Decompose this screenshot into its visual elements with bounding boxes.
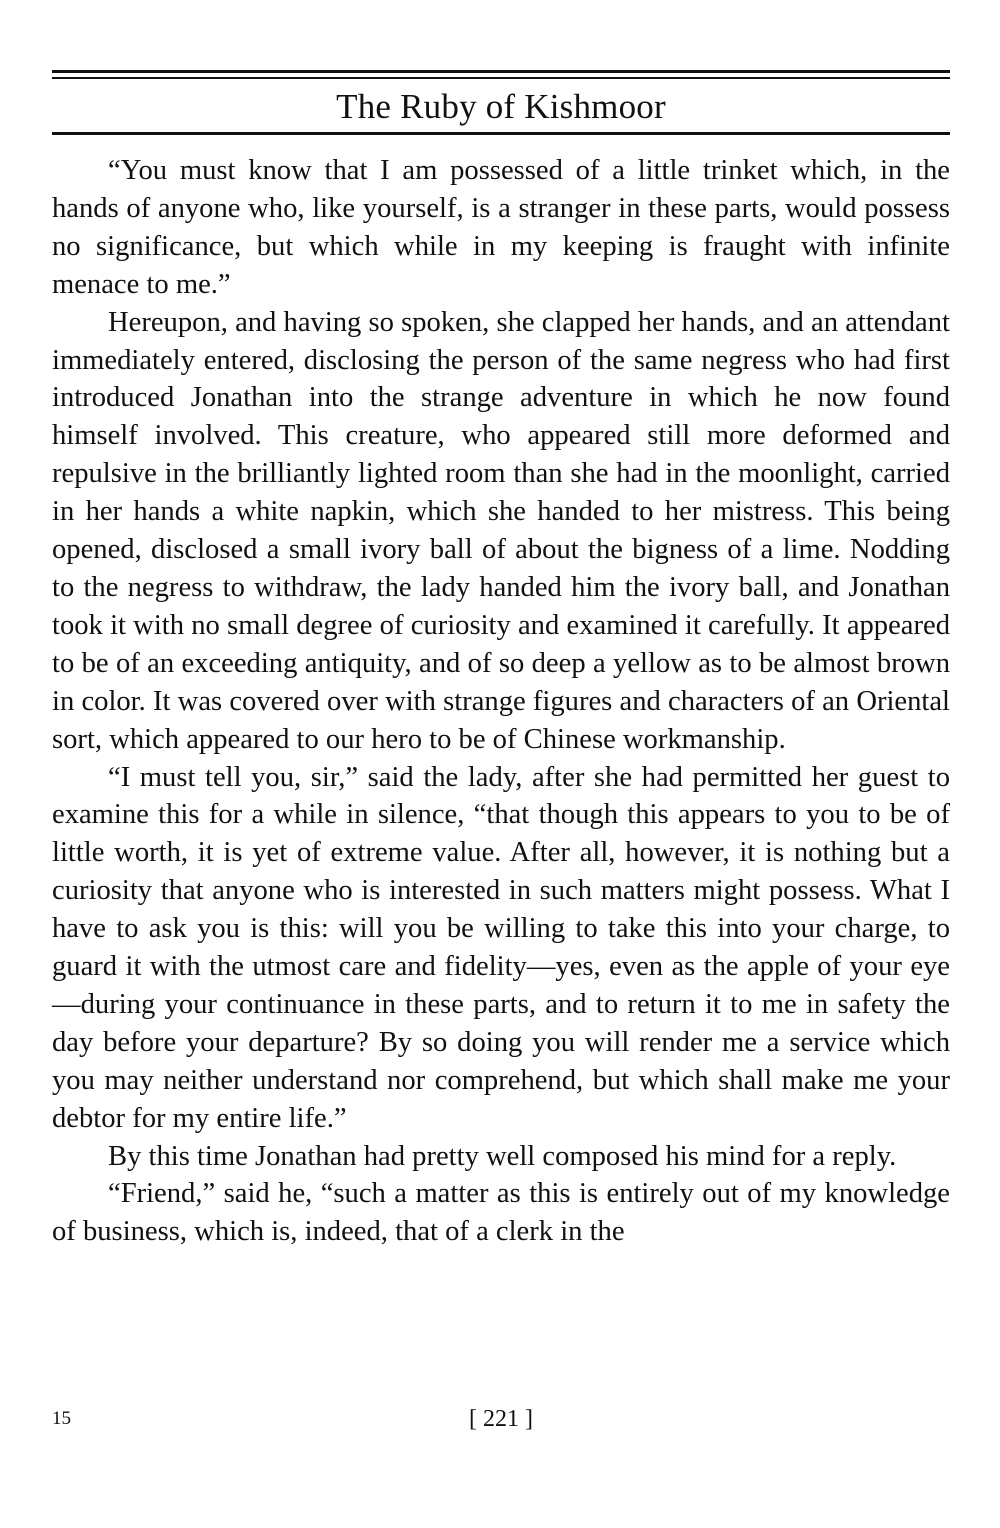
paragraph: By this time Jonathan had pretty well composed his mind for a reply. [108,1140,897,1172]
header-double-rule-second [52,77,950,79]
header-double-rule-top [52,70,950,73]
header-rule-bottom [52,132,950,135]
page-footer [52,1402,950,1436]
signature-mark: 15 [52,1408,71,1429]
book-page [52,0,950,1528]
running-title: The Ruby of Kishmoor [336,87,666,126]
paragraph: Hereupon, and having so spoken, she clapped her hands, and an attendant immediately entered, disclosing the person of the same negress who had first introduced Jonathan into the strange adventure in which he now found himself involved. This creature, who appeared still more deformed and repulsive in the brilliantly lighted room than she had in the moonlight, carried in her hands a white napkin, which she handed to her mistress. This being opened, disclosed a small ivory ball of about the bigness of a lime. Nodding to the negress to withdraw, the lady handed him the ivory ball, and Jonathan took it with no small degree of curiosity and examined it carefully. It appeared to be of an exceeding antiquity, and of so deep a yellow as to be almost brown in color. It was covered over with strange figures and characters of an Oriental sort, which appeared to our hero to be of Chinese workmanship. [52,306,950,755]
paragraph: “I must tell you, sir,” said the lady, after she had permitted her guest to examine this for a while in silence, “that though this appears to you to be of little worth, it is yet of extreme value. After all, however, it is nothing but a curiosity that anyone who is interested in such matters might possess. What I have to ask you is this: will you be willing to take this into your charge, to guard it with the utmost care and fidelity—yes, even as the apple of your eye—during your continuance in these parts, and to return it to me in safety the day before your departure? By so doing you will render me a service which you may neither understand nor comprehend, but which shall make me your debtor for my entire life.” [52,761,950,1134]
body-text [52,152,950,1251]
paragraph: “You must know that I am possessed of a little trinket which, in the hands of anyone who, like yourself, is a stranger in these parts, would possess no significance, but which while in my keeping is fraught with infinite menace to me.” [52,155,950,300]
paragraph: “Friend,” said he, “such a matter as this is entirely out of my knowledge of business, which is, indeed, that of a clerk in the [52,1178,950,1248]
page-number: [ 221 ] [469,1406,533,1432]
